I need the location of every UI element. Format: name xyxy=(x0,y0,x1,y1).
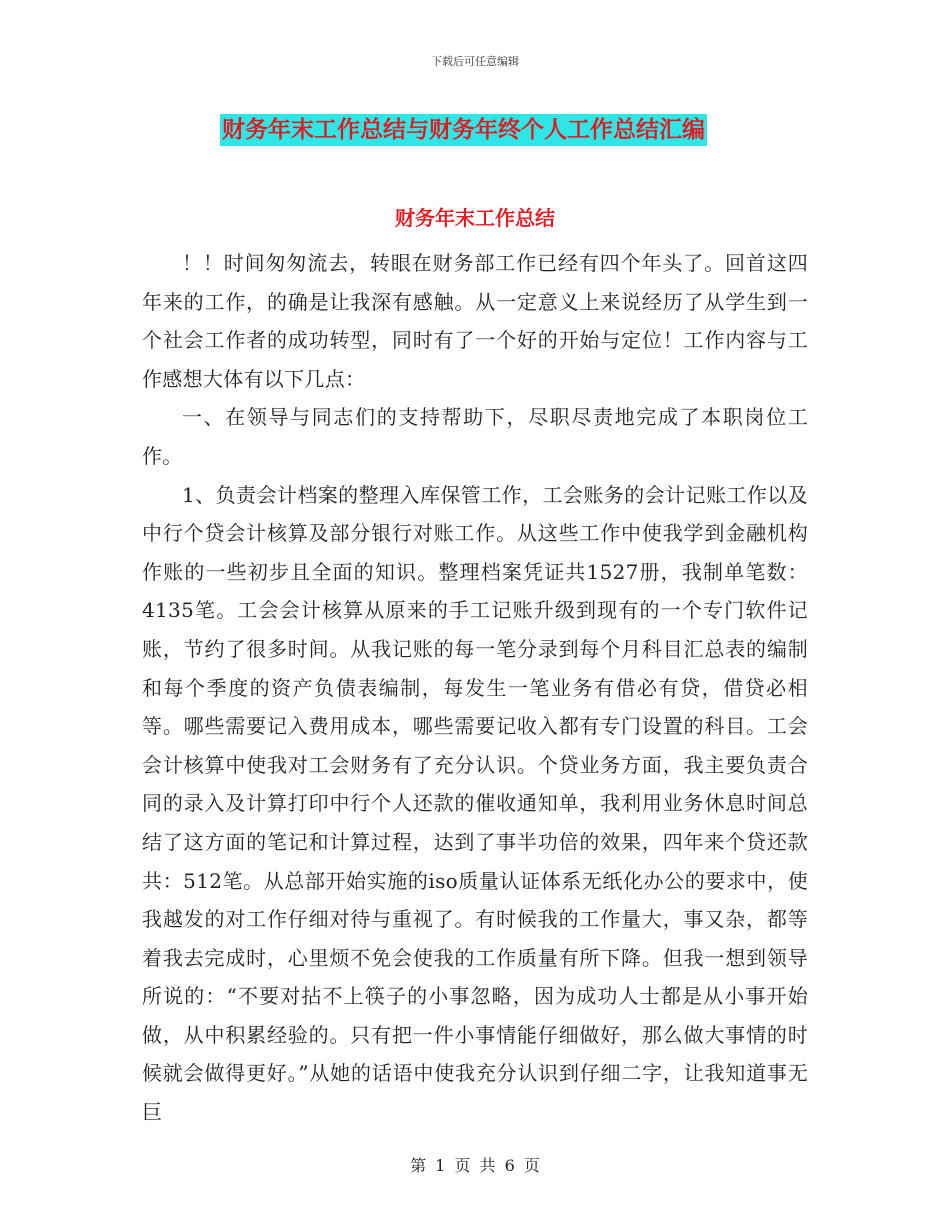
paragraph-point-one: 一、在领导与同志们的支持帮助下，尽职尽责地完成了本职岗位工作。 xyxy=(142,405,808,468)
page-footer: 第 1 页 共 6 页 xyxy=(410,1156,540,1175)
header-note: 下载后可任意编辑 xyxy=(431,55,519,68)
main-title: 财务年末工作总结与财务年终个人工作总结汇编 xyxy=(220,114,707,146)
paragraph-item-one: 1、负责会计档案的整理入库保管工作，工会账务的会计记账工作以及中行个贷会计核算及部分银行对账工作。从这些工作中使我学到金融机构作账的一些初步且全面的知识。整理档案凭证共1527册，我制单笔数：4135笔。工会会计核算从原来的手工记账升级到现有的一个专门软件记账，节约了很多时间。从我记账的每一笔分录到每个月科目汇总表的编制和每个季度的资产负债表编制，每发生一笔业务有借必有贷，借贷必相等。哪些需要记入费用成本，哪些需要记收入都有专门设置的科目。工会会计核算中使我对工会财务有了充分认识。个贷业务方面，我主要负责合同的录入及计算打印中行个人还款的催收通知单，我利用业务休息时间总结了这方面的笔记和计算过程，达到了事半功倍的效果，四年来个贷还款共：512笔。从总部开始实施的iso质量认证体系无纸化办公的要求中，使我越发的对工作仔细对待与重视了。有时候我的工作量大，事又杂，都等着我去完成时，心里烦不免会使我的工作质量有所下降。但我一想到领导所说的：“不要对拈不上筷子的小事忽略，因为成功人士都是从小事开始做，从中积累经验的。只有把一件小事情能仔细做好，那么做大事情的时候就会做得更好。”从她的话语中使我充分认识到仔细二字，让我知道事无巨 xyxy=(142,482,808,1125)
body-text xyxy=(142,244,808,1132)
paragraph-intro: ！！时间匆匆流去，转眼在财务部工作已经有四个年头了。回首这四年来的工作，的确是让我深有感触。从一定意义上来说经历了从学生到一个社会工作者的成功转型，同时有了一个好的开始与定位！工作内容与工作感想大体有以下几点： xyxy=(142,251,808,391)
section-title: 财务年末工作总结 xyxy=(395,206,555,230)
